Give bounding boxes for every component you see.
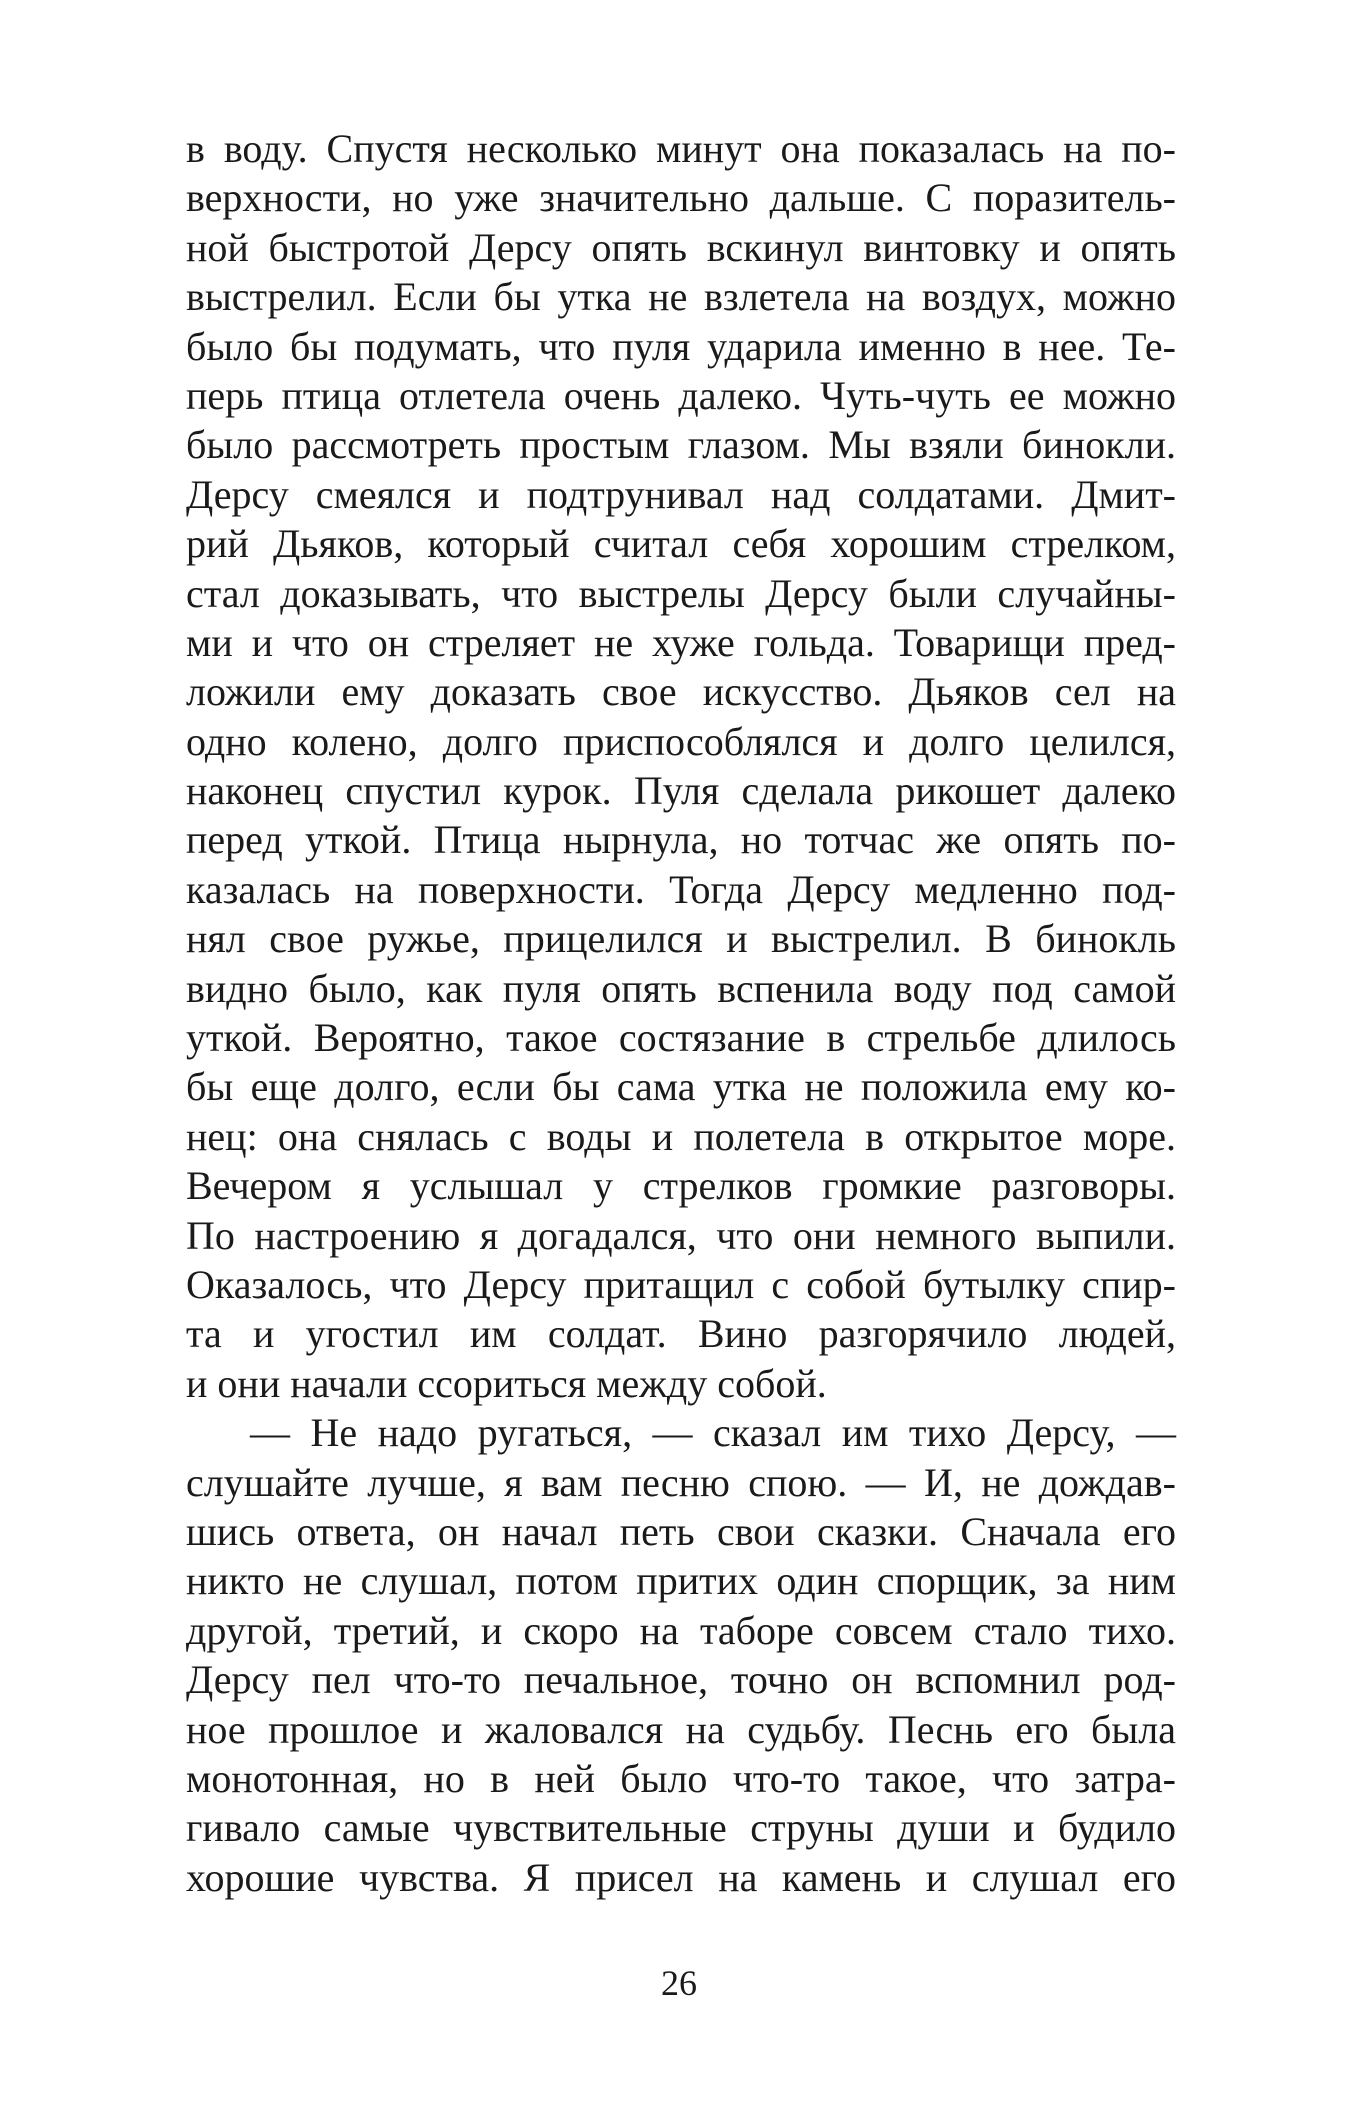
text-line: перед уткой. Птица нырнула, но тотчас же опять по- (186, 817, 1176, 863)
text-line: По настроению я догадался, что они немного выпили. (186, 1212, 1176, 1258)
text-line: другой, третий, и скоро на таборе совсем стало тихо. (186, 1607, 1176, 1653)
text-line: и они начали ссориться между собой. (186, 1360, 827, 1406)
text-line: уткой. Вероятно, такое состязание в стрельбе длилось (186, 1015, 1176, 1061)
text-line: выстрелил. Если бы утка не взлетела на воздух, можно (186, 274, 1176, 320)
text-line: ложили ему доказать свое искусство. Дьяков сел на (186, 669, 1176, 715)
body-text (186, 124, 1176, 1902)
text-line: ной быстротой Дерсу опять вскинул винтовку и опять (186, 224, 1176, 270)
text-line: казалась на поверхности. Тогда Дерсу медленно под- (186, 866, 1176, 912)
text-line: видно было, как пуля опять вспенила воду под самой (186, 965, 1176, 1011)
text-line: гивало самые чувствительные струны души и будило (186, 1805, 1176, 1851)
text-line: перь птица отлетела очень далеко. Чуть-чуть ее можно (186, 372, 1176, 418)
text-line: наконец спустил курок. Пуля сделала рикошет далеко (186, 768, 1176, 814)
text-line: одно колено, долго приспособлялся и долго целился, (186, 718, 1176, 764)
text-line: шись ответа, он начал петь свои сказки. Сначала его (186, 1508, 1176, 1554)
text-line: стал доказывать, что выстрелы Дерсу были случайны- (186, 570, 1176, 616)
text-line: Вечером я услышал у стрелков громкие разговоры. (186, 1163, 1176, 1209)
text-line: верхности, но уже значительно дальше. С поразитель- (186, 175, 1176, 221)
text-line: нял свое ружье, прицелился и выстрелил. В бинокль (186, 916, 1176, 962)
text-line: было бы подумать, что пуля ударила именно в нее. Те- (186, 323, 1176, 369)
text-line: рий Дьяков, который считал себя хорошим стрелком, (186, 521, 1176, 567)
text-line: нец: она снялась с воды и полетела в открытое море. (186, 1113, 1176, 1159)
text-line: ми и что он стреляет не хуже гольда. Товарищи пред- (186, 619, 1176, 665)
text-line: в воду. Спустя несколько минут она показалась на по- (186, 126, 1176, 171)
text-line: Дерсу смеялся и подтрунивал над солдатами. Дмит- (186, 471, 1176, 517)
text-line: было рассмотреть простым глазом. Мы взяли бинокли. (186, 422, 1176, 468)
text-line: хорошие чувства. Я присел на камень и слушал его (186, 1854, 1176, 1900)
page-number: 26 (661, 1963, 697, 2003)
text-line: бы еще долго, если бы сама утка не положила ему ко- (186, 1064, 1176, 1110)
text-line: Оказалось, что Дерсу притащил с собой бутылку спир- (186, 1261, 1176, 1307)
text-line: никто не слушал, потом притих один спорщик, за ним (186, 1558, 1176, 1604)
text-line: — Не надо ругаться, — сказал им тихо Дерсу, — (250, 1410, 1176, 1456)
text-line: ное прошлое и жаловался на судьбу. Песнь его была (186, 1706, 1176, 1752)
text-line: слушайте лучше, я вам песню спою. — И, не дождав- (186, 1459, 1176, 1505)
text-line: Дерсу пел что-то печальное, точно он вспомнил род- (186, 1657, 1176, 1703)
text-line: монотонная, но в ней было что-то такое, что затра- (186, 1755, 1176, 1801)
text-line: та и угостил им солдат. Вино разгорячило людей, (186, 1311, 1176, 1357)
